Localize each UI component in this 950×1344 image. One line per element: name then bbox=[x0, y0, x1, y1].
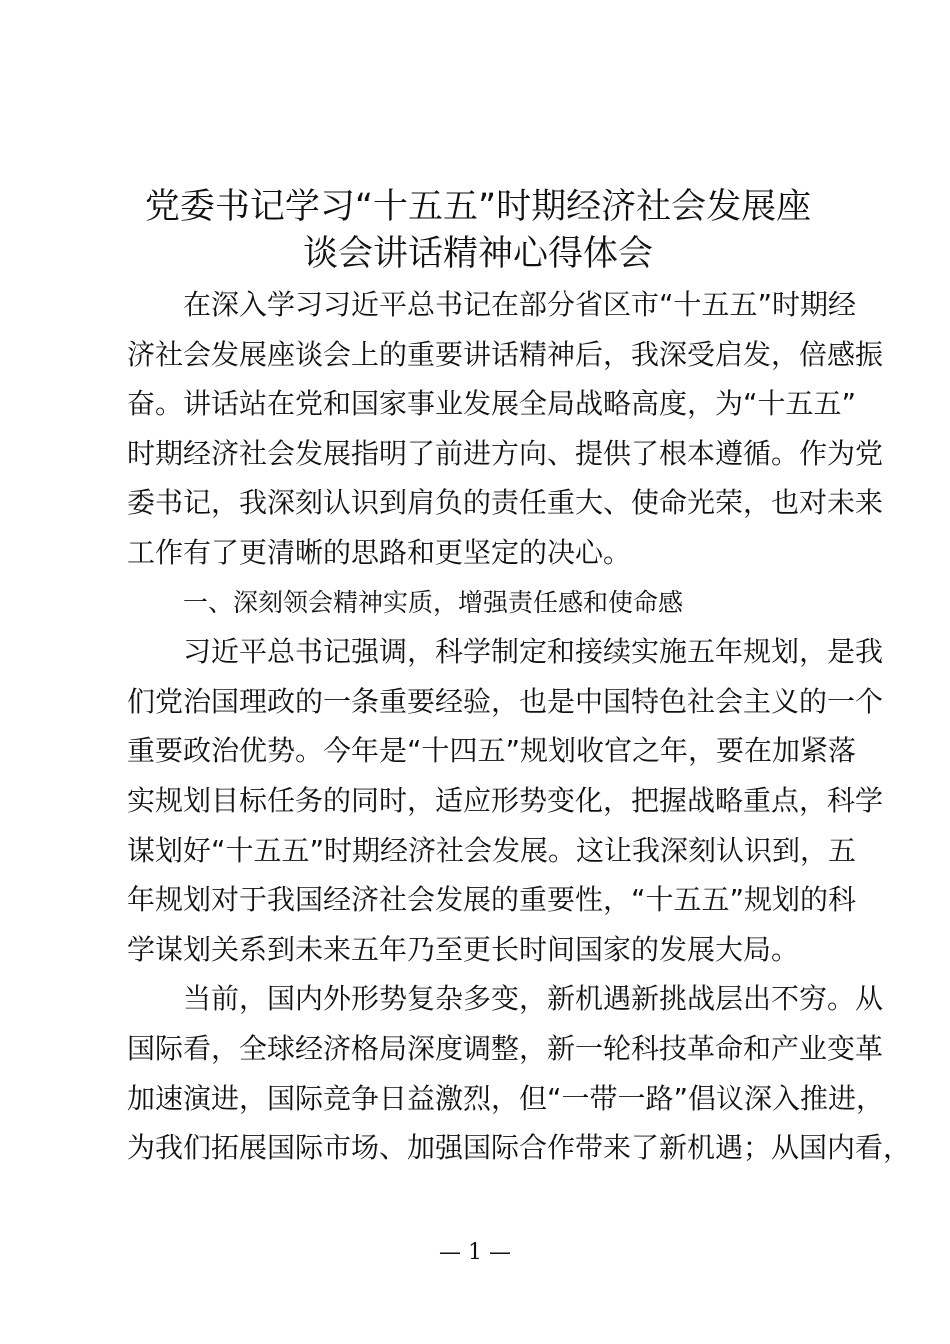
paragraph-line: 工作有了更清晰的思路和更坚定的决心。 bbox=[127, 535, 632, 569]
paragraph-line: 年规划对于我国经济社会发展的重要性，“十五五”规划的科 bbox=[127, 883, 857, 917]
paragraph-line: 当前，国内外形势复杂多变，新机遇新挑战层出不穷。从 bbox=[183, 982, 884, 1016]
paragraph-line: 委书记，我深刻认识到肩负的责任重大、使命光荣，也对未来 bbox=[127, 486, 884, 520]
paragraph-line: 们党治国理政的一条重要经验，也是中国特色社会主义的一个 bbox=[127, 684, 884, 718]
paragraph-line: 国际看，全球经济格局深度调整，新一轮科技革命和产业变革 bbox=[127, 1031, 884, 1065]
paragraph-line: 在深入学习习近平总书记在部分省区市“十五五”时期经 bbox=[183, 288, 857, 321]
title-line: 党委书记学习“十五五”时期经济社会发展座 bbox=[144, 187, 812, 227]
page-number: — 1 — bbox=[439, 1240, 511, 1265]
paragraph-line: 时期经济社会发展指明了前进方向、提供了根本遵循。作为党 bbox=[127, 436, 884, 470]
paragraph-line: 学谋划关系到未来五年乃至更长时间国家的发展大局。 bbox=[127, 932, 800, 966]
paragraph-line: 济社会发展座谈会上的重要讲话精神后，我深受启发，倍感振 bbox=[127, 337, 884, 371]
paragraph-line: 重要政治优势。今年是“十四五”规划收官之年，要在加紧落 bbox=[127, 734, 857, 768]
paragraph-line: 为我们拓展国际市场、加强国际合作带来了新机遇；从国内看， bbox=[127, 1131, 912, 1165]
paragraph-line: 谋划好“十五五”时期经济社会发展。这让我深刻认识到，五 bbox=[127, 833, 857, 867]
document-body bbox=[127, 280, 912, 1173]
document-title bbox=[120, 184, 836, 278]
paragraph-line: 习近平总书记强调，科学制定和接续实施五年规划，是我 bbox=[183, 635, 884, 669]
paragraph-line: 奋。讲话站在党和国家事业发展全局战略高度，为“十五五” bbox=[127, 387, 857, 421]
paragraph-line: 实规划目标任务的同时，适应形势变化，把握战略重点，科学 bbox=[127, 783, 884, 817]
section-heading: 一、深刻领会精神实质，增强责任感和使命感 bbox=[183, 587, 684, 617]
title-line: 谈会讲话精神心得体会 bbox=[302, 234, 653, 274]
paragraph-line: 加速演进，国际竞争日益激烈，但“一带一路”倡议深入推进， bbox=[127, 1081, 885, 1115]
